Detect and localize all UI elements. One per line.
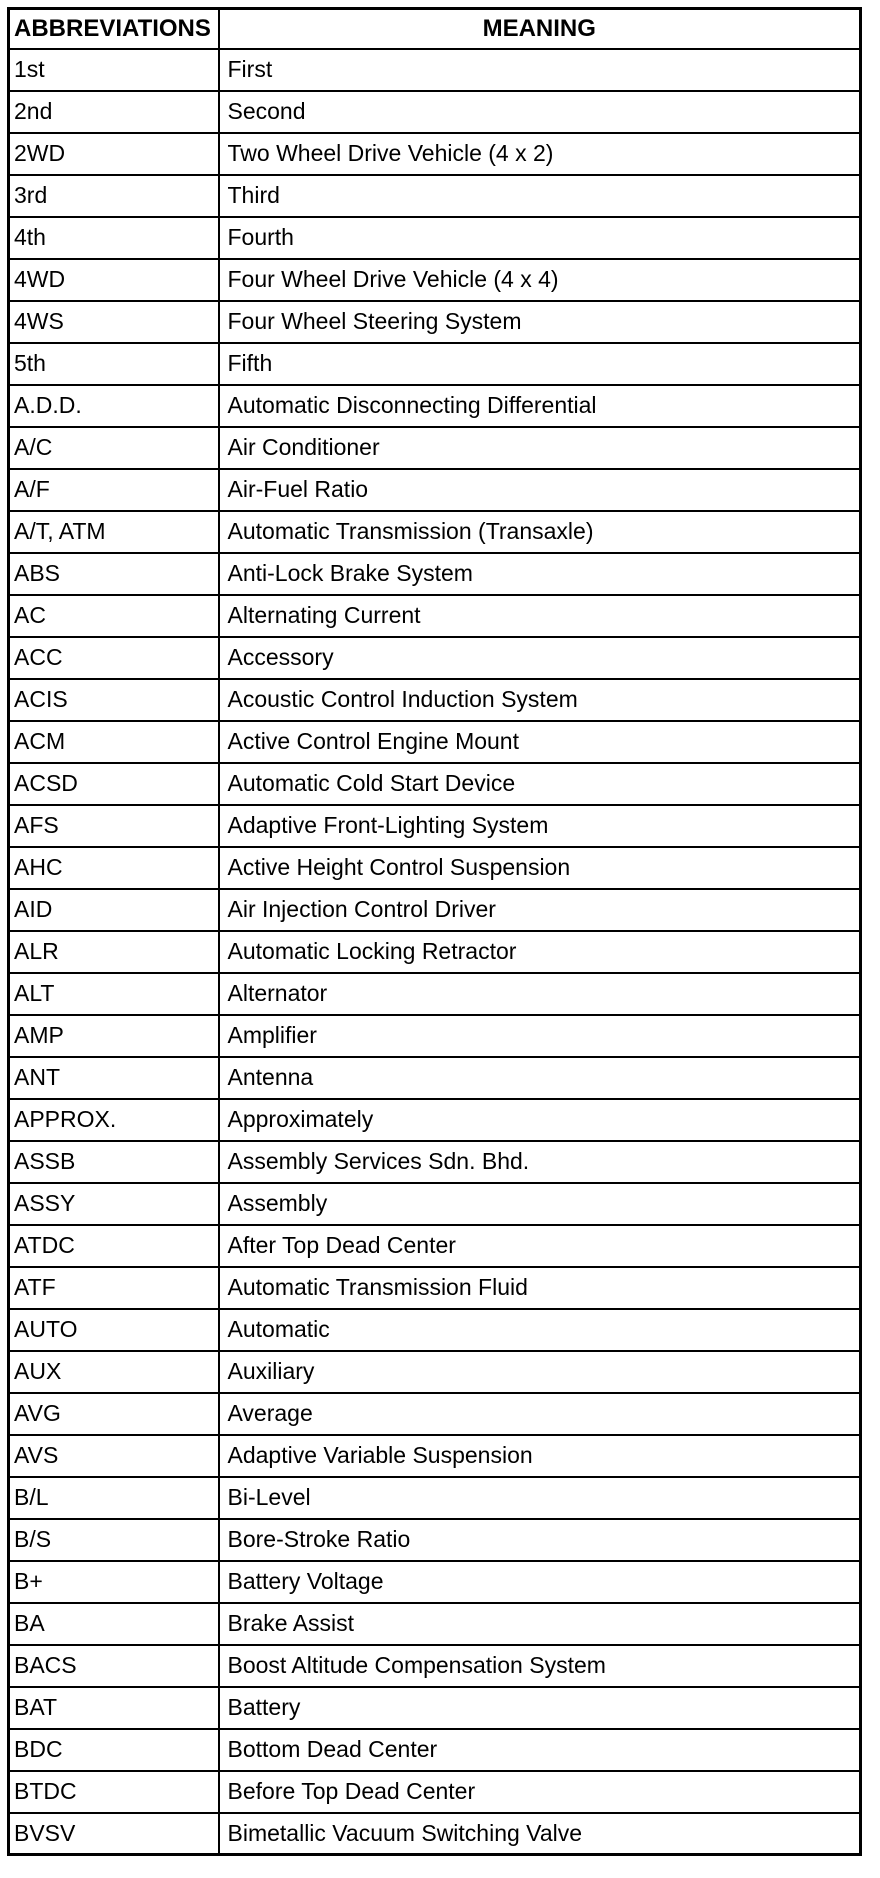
meaning-cell: Fourth [219, 217, 861, 259]
abbreviation-cell: A/C [9, 427, 219, 469]
table-row [9, 1183, 861, 1225]
abbreviation-cell: ASSY [9, 1183, 219, 1225]
abbreviations-table [7, 7, 862, 1856]
table-row [9, 385, 861, 427]
meaning-cell: Bore-Stroke Ratio [219, 1519, 861, 1561]
abbreviation-cell: 5th [9, 343, 219, 385]
meaning-cell: After Top Dead Center [219, 1225, 861, 1267]
meaning-cell: Auxiliary [219, 1351, 861, 1393]
meaning-cell: Fifth [219, 343, 861, 385]
meaning-cell: Active Control Engine Mount [219, 721, 861, 763]
abbreviation-cell: ALR [9, 931, 219, 973]
meaning-cell: First [219, 49, 861, 91]
meaning-cell: Automatic Disconnecting Differential [219, 385, 861, 427]
abbreviation-cell: ALT [9, 973, 219, 1015]
table-row [9, 931, 861, 973]
meaning-cell: Approximately [219, 1099, 861, 1141]
table-row [9, 217, 861, 259]
table-row [9, 679, 861, 721]
table-row [9, 1687, 861, 1729]
meaning-cell: Battery [219, 1687, 861, 1729]
meaning-cell: Antenna [219, 1057, 861, 1099]
table-row [9, 511, 861, 553]
table-row [9, 553, 861, 595]
meaning-cell: Four Wheel Steering System [219, 301, 861, 343]
meaning-cell: Assembly Services Sdn. Bhd. [219, 1141, 861, 1183]
table-row [9, 637, 861, 679]
meaning-cell: Air Injection Control Driver [219, 889, 861, 931]
meaning-cell: Anti-Lock Brake System [219, 553, 861, 595]
table-row [9, 889, 861, 931]
meaning-cell: Alternator [219, 973, 861, 1015]
abbreviation-cell: BVSV [9, 1813, 219, 1855]
table-row [9, 1729, 861, 1771]
table-row [9, 1057, 861, 1099]
abbreviation-cell: A.D.D. [9, 385, 219, 427]
table-row [9, 763, 861, 805]
meaning-cell: Adaptive Front-Lighting System [219, 805, 861, 847]
header-meaning: MEANING [219, 9, 861, 49]
abbreviation-cell: AVG [9, 1393, 219, 1435]
meaning-cell: Active Height Control Suspension [219, 847, 861, 889]
abbreviation-cell: ANT [9, 1057, 219, 1099]
meaning-cell: Accessory [219, 637, 861, 679]
meaning-cell: Second [219, 91, 861, 133]
abbreviation-cell: AC [9, 595, 219, 637]
abbreviation-cell: BACS [9, 1645, 219, 1687]
abbreviation-cell: AVS [9, 1435, 219, 1477]
abbreviation-cell: B/S [9, 1519, 219, 1561]
meaning-cell: Average [219, 1393, 861, 1435]
meaning-cell: Amplifier [219, 1015, 861, 1057]
table-row [9, 343, 861, 385]
table-row [9, 1309, 861, 1351]
meaning-cell: Battery Voltage [219, 1561, 861, 1603]
abbreviation-cell: B/L [9, 1477, 219, 1519]
abbreviation-cell: AHC [9, 847, 219, 889]
abbreviation-cell: B+ [9, 1561, 219, 1603]
meaning-cell: Automatic Transmission Fluid [219, 1267, 861, 1309]
abbreviation-cell: AFS [9, 805, 219, 847]
table-row [9, 1477, 861, 1519]
table-row [9, 847, 861, 889]
table-row [9, 1561, 861, 1603]
abbreviation-cell: 3rd [9, 175, 219, 217]
abbreviation-cell: 4th [9, 217, 219, 259]
abbreviation-cell: BTDC [9, 1771, 219, 1813]
table-body [9, 49, 861, 1855]
abbreviation-cell: BDC [9, 1729, 219, 1771]
table-row [9, 469, 861, 511]
abbreviation-cell: APPROX. [9, 1099, 219, 1141]
table-row [9, 91, 861, 133]
meaning-cell: Bi-Level [219, 1477, 861, 1519]
meaning-cell: Before Top Dead Center [219, 1771, 861, 1813]
table-row [9, 1393, 861, 1435]
abbreviation-cell: ASSB [9, 1141, 219, 1183]
abbreviation-cell: A/T, ATM [9, 511, 219, 553]
meaning-cell: Assembly [219, 1183, 861, 1225]
table-row [9, 1645, 861, 1687]
meaning-cell: Four Wheel Drive Vehicle (4 x 4) [219, 259, 861, 301]
abbreviation-cell: BA [9, 1603, 219, 1645]
abbreviation-cell: ACIS [9, 679, 219, 721]
table-row [9, 1813, 861, 1855]
abbreviation-cell: AMP [9, 1015, 219, 1057]
table-row [9, 1015, 861, 1057]
table-row [9, 1225, 861, 1267]
header-row [9, 9, 861, 49]
abbreviation-cell: AUTO [9, 1309, 219, 1351]
table-row [9, 721, 861, 763]
table-row [9, 1351, 861, 1393]
table-row [9, 427, 861, 469]
abbreviation-cell: 2WD [9, 133, 219, 175]
meaning-cell: Boost Altitude Compensation System [219, 1645, 861, 1687]
meaning-cell: Bottom Dead Center [219, 1729, 861, 1771]
abbreviation-cell: 4WS [9, 301, 219, 343]
abbreviation-cell: ACC [9, 637, 219, 679]
table-row [9, 1141, 861, 1183]
table-row [9, 805, 861, 847]
table-row [9, 1099, 861, 1141]
table-row [9, 1435, 861, 1477]
meaning-cell: Automatic Cold Start Device [219, 763, 861, 805]
abbreviation-cell: ATF [9, 1267, 219, 1309]
meaning-cell: Alternating Current [219, 595, 861, 637]
meaning-cell: Brake Assist [219, 1603, 861, 1645]
table-row [9, 1519, 861, 1561]
table-row [9, 1771, 861, 1813]
meaning-cell: Third [219, 175, 861, 217]
abbreviation-cell: AUX [9, 1351, 219, 1393]
table-row [9, 973, 861, 1015]
abbreviation-cell: 2nd [9, 91, 219, 133]
abbreviation-cell: A/F [9, 469, 219, 511]
table-row [9, 301, 861, 343]
abbreviation-cell: ACSD [9, 763, 219, 805]
abbreviation-cell: BAT [9, 1687, 219, 1729]
abbreviation-cell: 1st [9, 49, 219, 91]
table-header [9, 9, 861, 49]
meaning-cell: Two Wheel Drive Vehicle (4 x 2) [219, 133, 861, 175]
meaning-cell: Air Conditioner [219, 427, 861, 469]
table-row [9, 49, 861, 91]
meaning-cell: Acoustic Control Induction System [219, 679, 861, 721]
table-row [9, 175, 861, 217]
table-row [9, 595, 861, 637]
meaning-cell: Adaptive Variable Suspension [219, 1435, 861, 1477]
abbreviation-cell: ATDC [9, 1225, 219, 1267]
abbreviation-cell: AID [9, 889, 219, 931]
meaning-cell: Air-Fuel Ratio [219, 469, 861, 511]
header-abbreviations: ABBREVIATIONS [9, 9, 219, 49]
meaning-cell: Automatic Transmission (Transaxle) [219, 511, 861, 553]
meaning-cell: Automatic Locking Retractor [219, 931, 861, 973]
meaning-cell: Bimetallic Vacuum Switching Valve [219, 1813, 861, 1855]
meaning-cell: Automatic [219, 1309, 861, 1351]
table-row [9, 259, 861, 301]
abbreviation-cell: ABS [9, 553, 219, 595]
table-row [9, 133, 861, 175]
abbreviation-cell: 4WD [9, 259, 219, 301]
table-row [9, 1603, 861, 1645]
abbreviation-cell: ACM [9, 721, 219, 763]
table-row [9, 1267, 861, 1309]
